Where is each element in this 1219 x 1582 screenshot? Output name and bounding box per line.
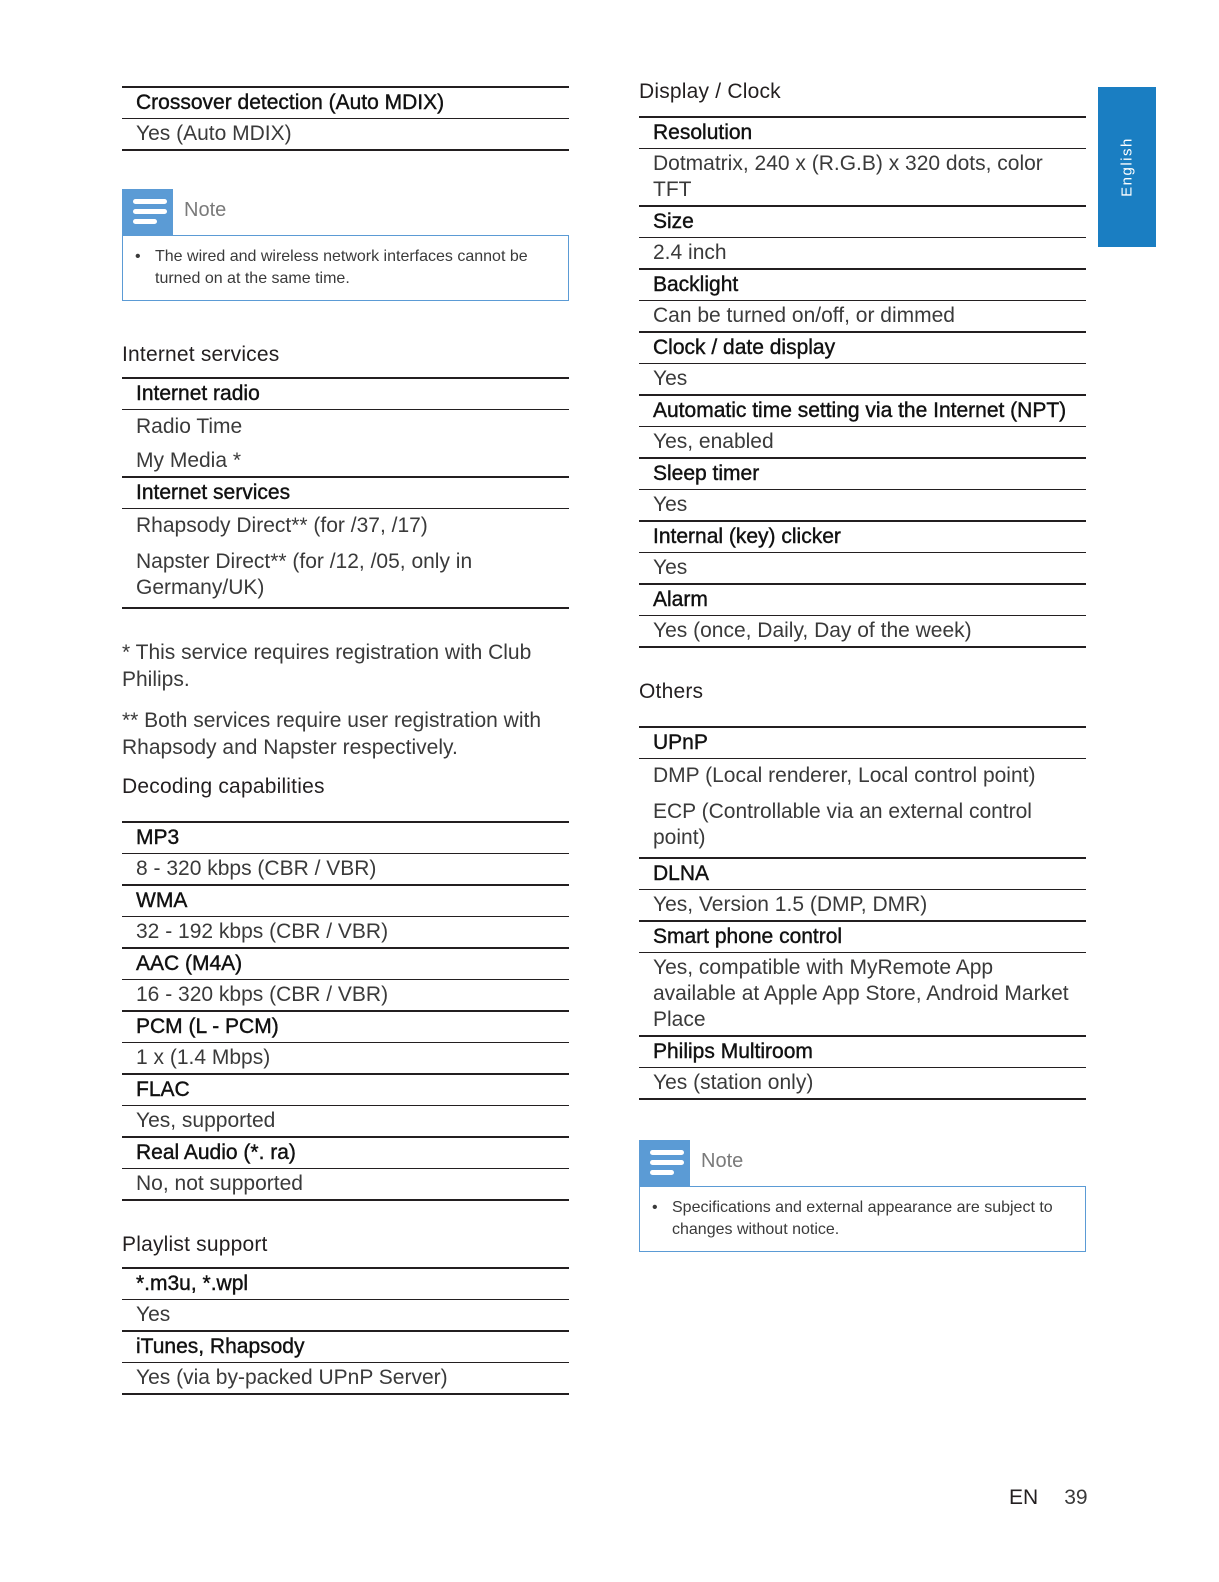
decoding-value: No, not supported	[122, 1169, 569, 1201]
playlist-title: Playlist support	[122, 1233, 268, 1256]
decoding-header: PCM (L - PCM)	[122, 1011, 569, 1043]
note-box-network	[122, 189, 569, 301]
internet-services-table	[122, 377, 569, 609]
display-header: Alarm	[639, 584, 1086, 616]
note-text: Specifications and external appearance are subject to changes without notice.	[672, 1199, 1053, 1238]
right-column	[639, 80, 1086, 1252]
others-value: Yes (station only)	[639, 1068, 1086, 1100]
decoding-value: Yes, supported	[136, 1109, 276, 1132]
others-header: UPnP	[639, 727, 1086, 759]
display-header: Internal (key) clicker	[639, 521, 1086, 553]
others-value: Yes, Version 1.5 (DMP, DMR)	[653, 893, 928, 916]
display-value: Yes, enabled	[653, 430, 774, 453]
language-tab-label: English	[1118, 137, 1136, 197]
display-value: Yes	[653, 493, 688, 516]
left-column	[122, 86, 569, 1395]
internet-services-value: Napster Direct** (for /12, /05, only in Germany/UK)	[122, 545, 569, 608]
display-clock-title: Display / Clock	[639, 80, 781, 103]
others-header: DLNA	[639, 858, 1086, 890]
internet-services-value: Rhapsody Direct** (for /37, /17)	[136, 514, 428, 537]
decoding-value: 16 - 320 kbps (CBR / VBR)	[136, 983, 389, 1006]
others-header: Smart phone control	[639, 921, 1086, 953]
note-icon	[122, 189, 173, 235]
decoding-header: AAC (M4A)	[122, 948, 569, 980]
display-value: Yes	[653, 556, 688, 579]
note-icon	[639, 1140, 690, 1186]
playlist-header: iTunes, Rhapsody	[122, 1331, 569, 1363]
decoding-header: Real Audio (*. ra)	[122, 1137, 569, 1169]
note-label: Note	[701, 1150, 744, 1172]
others-value: DMP (Local renderer, Local control point)	[653, 764, 1036, 787]
internet-radio-value: My Media *	[136, 449, 242, 472]
footnote: ** Both services require user registration with Rhapsody and Napster respectively.	[122, 709, 542, 759]
display-header: Clock / date display	[639, 332, 1086, 364]
note-box-specifications	[639, 1140, 1086, 1252]
display-value: Yes	[653, 367, 688, 390]
others-header: Philips Multiroom	[639, 1036, 1086, 1068]
others-table	[639, 726, 1086, 1100]
internet-radio-value: Radio Time	[136, 415, 243, 438]
note-label: Note	[184, 199, 227, 221]
decoding-value: 8 - 320 kbps (CBR / VBR)	[136, 857, 377, 880]
page-footer	[1009, 1486, 1088, 1510]
display-value: Can be turned on/off, or dimmed	[653, 304, 955, 327]
footer-language: EN	[1009, 1486, 1039, 1509]
note-content: • The wired and wireless network interfaces cannot be turned on at the same time.	[122, 235, 569, 301]
page-number: 39	[1064, 1486, 1088, 1509]
playlist-value: Yes	[136, 1303, 171, 1326]
decoding-header: FLAC	[122, 1074, 569, 1106]
display-value: 2.4 inch	[653, 241, 727, 264]
decoding-header: MP3	[122, 822, 569, 854]
decoding-value: 1 x (1.4 Mbps)	[136, 1046, 271, 1069]
note-content: • Specifications and external appearance are subject to changes without notice.	[639, 1186, 1086, 1252]
crossover-header: Crossover detection (Auto MDIX)	[122, 87, 569, 119]
playlist-table	[122, 1267, 569, 1395]
others-value: ECP (Controllable via an external control point)	[653, 800, 1032, 849]
decoding-title: Decoding capabilities	[122, 775, 325, 798]
note-text: The wired and wireless network interfaces cannot be turned on at the same time.	[155, 248, 528, 287]
language-tab	[1098, 87, 1156, 247]
internet-services-title: Internet services	[122, 343, 280, 366]
internet-radio-header: Internet radio	[122, 378, 569, 410]
display-header: Backlight	[639, 269, 1086, 301]
display-value: Yes (once, Daily, Day of the week)	[639, 616, 1086, 648]
decoding-table	[122, 821, 569, 1201]
playlist-value: Yes (via by-packed UPnP Server)	[122, 1363, 569, 1395]
display-header: Automatic time setting via the Internet (NPT)	[639, 395, 1086, 427]
decoding-header: WMA	[122, 885, 569, 917]
playlist-header: *.m3u, *.wpl	[122, 1268, 569, 1300]
crossover-value: Yes (Auto MDIX)	[122, 119, 569, 151]
internet-services-header: Internet services	[122, 477, 569, 509]
crossover-table	[122, 86, 569, 151]
display-header: Resolution	[639, 117, 1086, 149]
display-header: Size	[639, 206, 1086, 238]
others-title: Others	[639, 680, 704, 703]
display-header: Sleep timer	[639, 458, 1086, 490]
decoding-value: 32 - 192 kbps (CBR / VBR)	[136, 920, 389, 943]
footnote: * This service requires registration with Club Philips.	[122, 641, 532, 691]
display-value: Dotmatrix, 240 x (R.G.B) x 320 dots, color TFT	[653, 152, 1043, 201]
display-clock-table	[639, 116, 1086, 648]
others-value: Yes, compatible with MyRemote App available at Apple App Store, Android Market Place	[653, 956, 1069, 1031]
